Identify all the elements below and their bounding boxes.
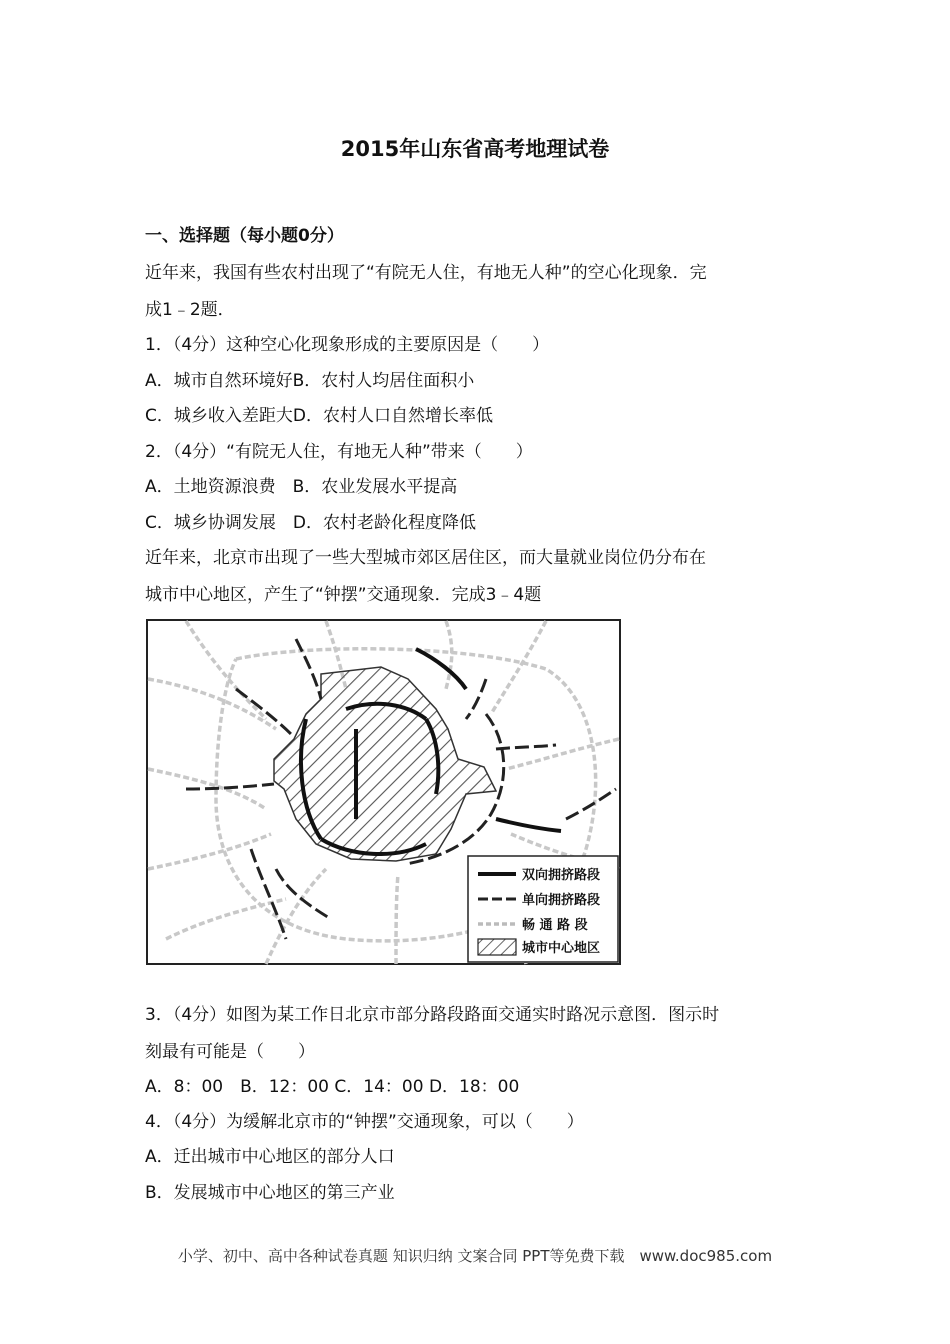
intro-1-line-1: 近年来，我国有些农村出现了“有院无人住，有地无人种”的空心化现象．完 [145, 263, 707, 283]
legend-center-swatch [478, 939, 516, 955]
intro-2-line-1: 近年来，北京市出现了一些大型城市郊区居住区，而大量就业岗位仍分布在 [145, 548, 706, 568]
question-3-line-1: 3．（4分）如图为某工作日北京市部分路段路面交通实时路况示意图．图示时 [145, 1005, 720, 1025]
question-4-option-a: A．迁出城市中心地区的部分人口 [145, 1147, 395, 1167]
question-2-options-2: C．城乡协调发展 D．农村老龄化程度降低 [145, 513, 476, 533]
question-1-options-2: C．城乡收入差距大D．农村人口自然增长率低 [145, 406, 493, 426]
legend-label-two-way: 双向拥挤路段 [522, 868, 601, 883]
question-2-options-1: A．土地资源浪费 B．农业发展水平提高 [145, 477, 458, 497]
beijing-traffic-map [146, 619, 621, 965]
intro-1-line-2: 成1﹣2题． [145, 300, 235, 320]
question-3-line-2: 刻最有可能是（ ） [145, 1042, 315, 1062]
legend-label-one-way: 单向拥挤路段 [522, 893, 601, 908]
intro-2-line-2: 城市中心地区，产生了“钟摆”交通现象．完成3﹣4题 [145, 585, 542, 605]
question-1: 1．（4分）这种空心化现象形成的主要原因是（ ） [145, 335, 550, 355]
section-heading: 一、选择题（每小题0分） [145, 226, 344, 246]
legend-label-center: 城市中心地区 [522, 941, 601, 956]
question-4: 4．（4分）为缓解北京市的“钟摆”交通现象，可以（ ） [145, 1112, 584, 1132]
footer-text: 小学、初中、高中各种试卷真题 知识归纳 文案合同 PPT等免费下载 www.doc985.com [177, 1247, 773, 1265]
question-4-option-b: B．发展城市中心地区的第三产业 [145, 1183, 395, 1203]
paper-title: 2015年山东省高考地理试卷 [340, 137, 610, 161]
question-3-options: A．8：00 B．12：00 C．14：00 D．18：00 [145, 1077, 520, 1097]
map-legend [468, 856, 618, 962]
legend-label-smooth: 畅 通 路 段 [522, 918, 588, 933]
question-2: 2．（4分）“有院无人住，有地无人种”带来（ ） [145, 442, 533, 462]
question-1-options-1: A．城市自然环境好B．农村人均居住面积小 [145, 371, 475, 391]
